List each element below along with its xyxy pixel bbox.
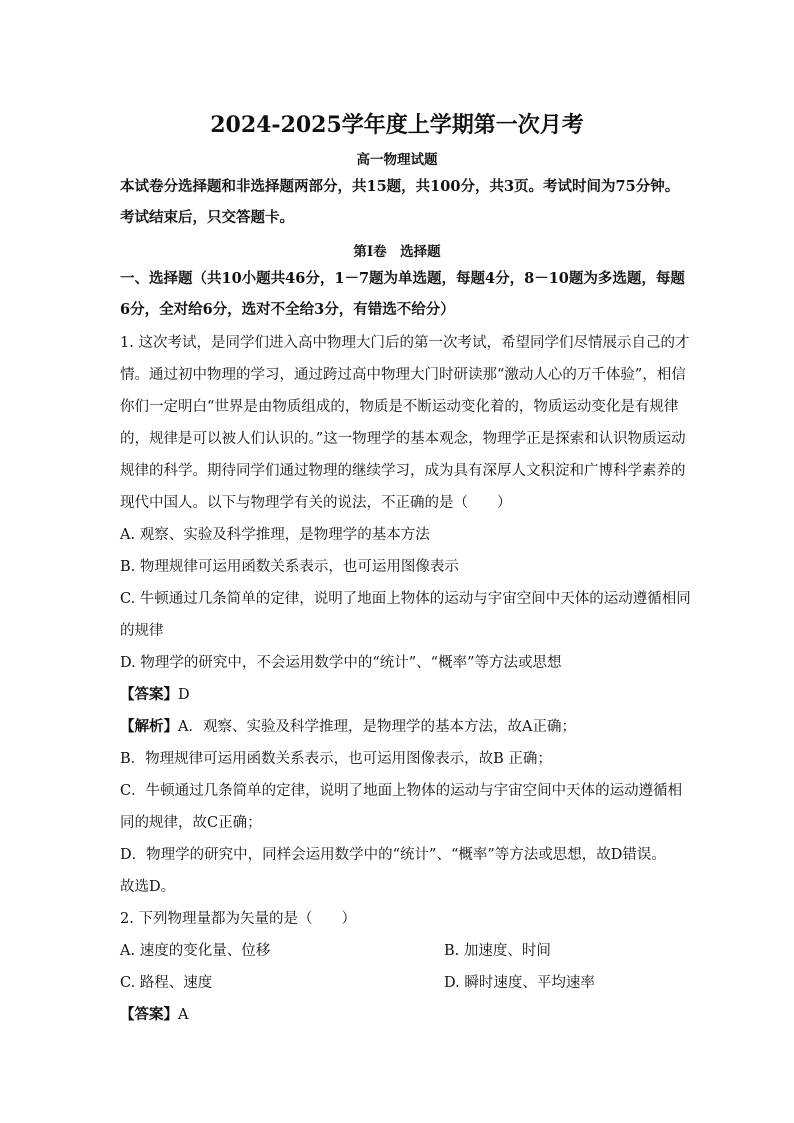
answer-tag: 【答案】 xyxy=(120,686,178,703)
section-title: 第Ⅰ卷 选择题 xyxy=(353,244,441,260)
q1-stem-line-3: 你们一定明白“世界是由物质组成的，物质是不断运动变化着的，物质运动变化是有规律 xyxy=(120,399,679,415)
q2-option-b: B. 加速度、时间 xyxy=(444,943,551,959)
q1-analysis-line-6: 故选D。 xyxy=(120,879,176,895)
q1-stem-line-6: 现代中国人。以下与物理学有关的说法，不正确的是（ ） xyxy=(120,495,512,511)
q1-option-c-cont: 的规律 xyxy=(120,623,164,639)
page-subtitle: 高一物理试题 xyxy=(356,152,438,168)
part-heading-line-2: 6分，全对给6分，选对不全给3分，有错选不给分） xyxy=(120,301,455,318)
q2-stem: 2. 下列物理量都为矢量的是（ ） xyxy=(120,911,356,927)
q1-answer xyxy=(120,688,190,703)
q2-option-a: A. 速度的变化量、位移 xyxy=(120,943,271,959)
q1-analysis-line-4: 同的规律，故C正确； xyxy=(120,815,262,831)
q2-answer xyxy=(120,1008,188,1023)
q1-option-a: A. 观察、实验及科学推理，是物理学的基本方法 xyxy=(120,527,430,543)
q1-analysis-line-3: C．牛顿通过几条简单的定律，说明了地面上物体的运动与宇宙空间中天体的运动遵循相 xyxy=(120,783,683,799)
page-title: 2024-2025学年度上学期第一次月考 xyxy=(210,112,584,138)
part-heading-line-1: 一、选择题（共10小题共46分，1－7题为单选题，每题4分，8－10题为多选题，每题 xyxy=(120,270,685,287)
q1-analysis-line-2: B．物理规律可运用函数关系表示，也可运用图像表示，故B 正确； xyxy=(120,751,552,767)
q1-stem-line-4: 的，规律是可以被人们认识的。”这一物理学的基本观念，物理学正是探索和认识物质运动 xyxy=(120,431,686,447)
q1-option-d: D. 物理学的研究中，不会运用数学中的“统计”、“概率”等方法或思想 xyxy=(120,655,562,671)
q1-stem-line-5: 规律的科学。期待同学们通过物理的继续学习，成为具有深厚人文积淀和广博科学素养的 xyxy=(120,463,686,479)
answer-tag: 【答案】 xyxy=(120,1006,178,1023)
answer-value: A xyxy=(178,1007,189,1023)
answer-value: D xyxy=(178,687,190,703)
q2-option-c: C. 路程、速度 xyxy=(120,975,213,991)
q1-analysis-line-5: D．物理学的研究中，同样会运用数学中的“统计”、“概率”等方法或思想，故D错误。 xyxy=(120,847,666,863)
q1-option-c: C. 牛顿通过几条简单的定律，说明了地面上物体的运动与宇宙空间中天体的运动遵循相同 xyxy=(120,591,691,607)
q2-option-d: D. 瞬时速度、平均速率 xyxy=(444,975,595,991)
q1-stem-line-2: 情。通过初中物理的学习，通过跨过高中物理大门时研读那“激动人心的万千体验”，相信 xyxy=(120,367,686,383)
q1-stem-line-1: 1. 这次考试，是同学们进入高中物理大门后的第一次考试，希望同学们尽情展示自己的才 xyxy=(120,335,690,351)
analysis-text: A．观察、实验及科学推理，是物理学的基本方法，故A正确； xyxy=(178,719,576,735)
q1-option-b: B. 物理规律可运用函数关系表示，也可运用图像表示 xyxy=(120,559,459,575)
analysis-tag: 【解析】 xyxy=(120,718,178,735)
intro-line-1: 本试卷分选择题和非选择题两部分，共15题，共100分，共3页。考试时间为75分钟。 xyxy=(120,178,680,195)
q1-analysis-line-1 xyxy=(120,720,576,735)
intro-line-2: 考试结束后，只交答题卡。 xyxy=(120,209,294,226)
